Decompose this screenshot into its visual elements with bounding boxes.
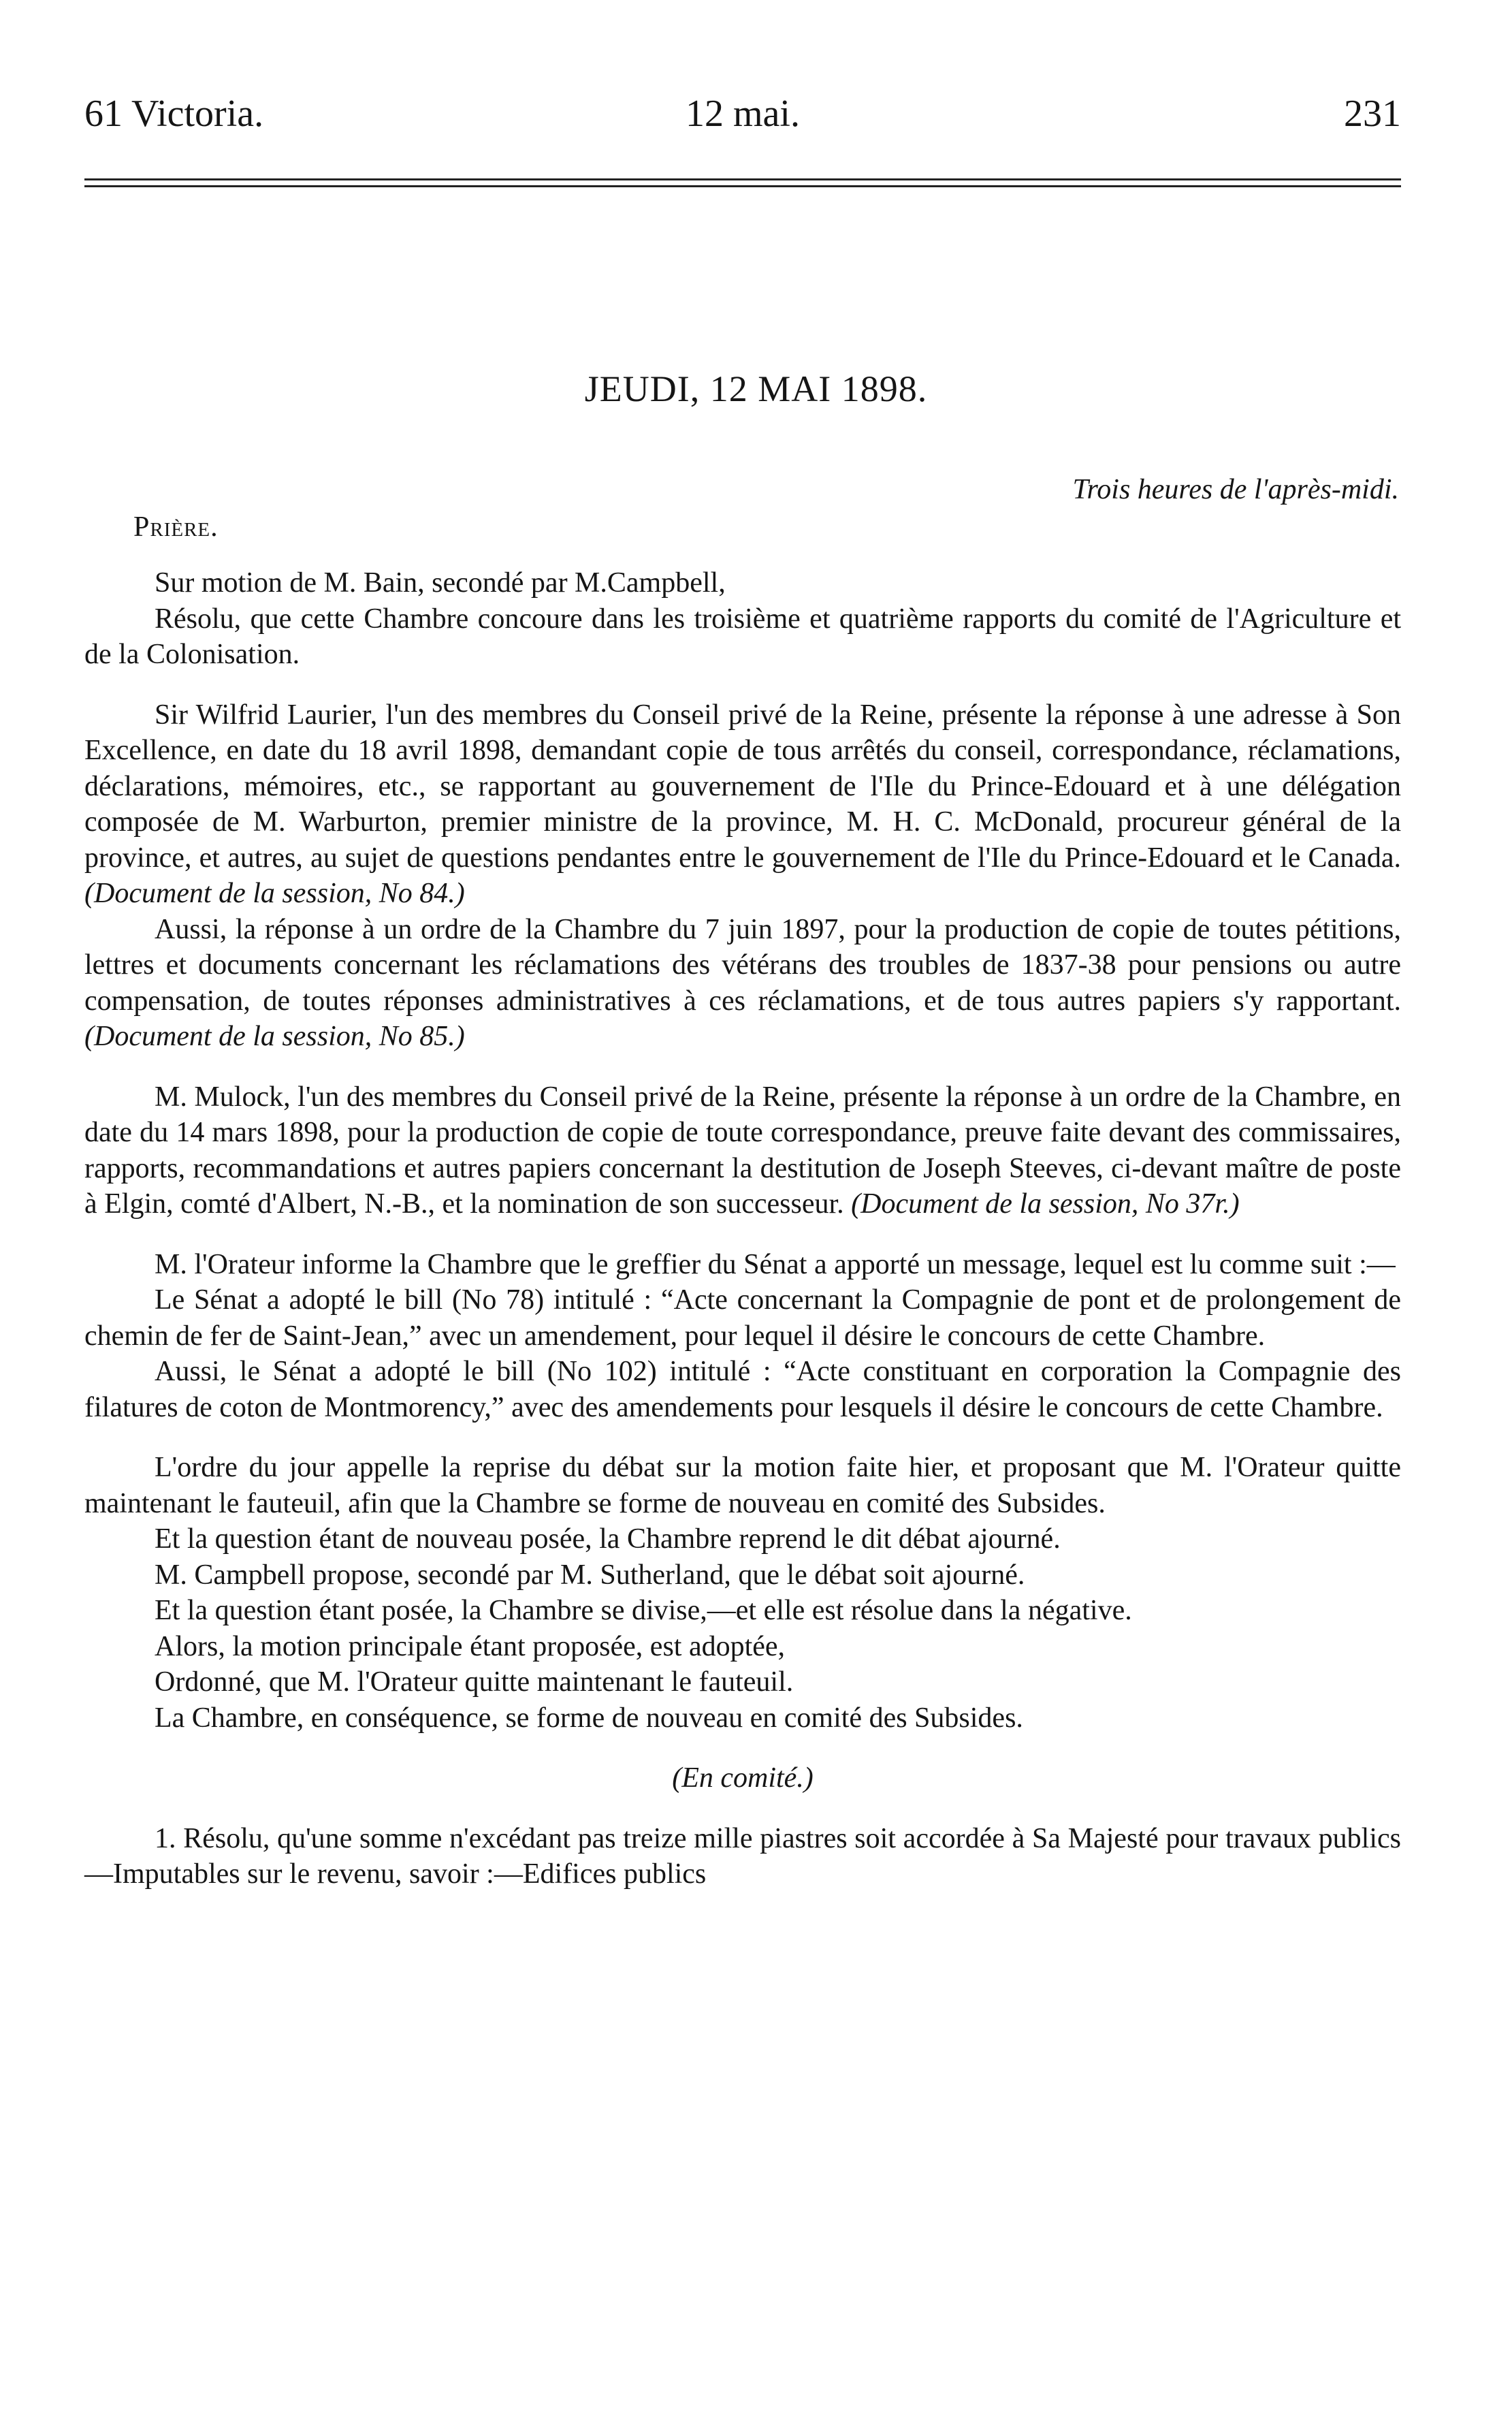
return-text: Aussi, la réponse à un ordre de la Chambre du 7 juin 1897, pour la production de copie de toutes pétitions, lettres et documents concernant les réclamations des vétérans des troubles de 1837-38 pour pensions ou autre compensation, de toutes réponses administratives à ces réclamations, et de tous autres papiers s'y rapportant.: [84, 913, 1401, 1017]
proceeding-paragraph: La Chambre, en conséquence, se forme de nouveau en comité des Subsides.: [155, 1702, 1023, 1734]
document-reference: (Document de la session, No 84.): [84, 878, 465, 909]
return-text: M. Mulock, l'un des membres du Conseil privé de la Reine, présente la réponse à un ordre de la Chambre, en date du 14 mars 1898, pour la production de copie de toute correspondance, preuve faite devant des commissaires, rapports, recommandations et autres papiers concernant la destitution de Joseph Steeves, ci-devant maître de poste à Elgin, comté d'Albert, N.-B., et la nomination de son successeur.: [84, 1081, 1401, 1220]
header-rule-bottom: [84, 185, 1401, 187]
return-paragraph: [84, 697, 1401, 912]
order-of-day-paragraph: L'ordre du jour appelle la reprise du débat sur la motion faite hier, et proposant que M. l'Orateur quitte maintenant le fauteuil, afin que la Chambre se forme de nouveau en comité des Subsides.: [84, 1452, 1401, 1519]
sitting-title: JEUDI, 12 MAI 1898.: [584, 368, 928, 409]
resolution-paragraph: Résolu, que cette Chambre concoure dans les troisième et quatrième rapports du comité de l'Agriculture et de la Colonisation.: [84, 603, 1401, 670]
document-reference: (Document de la session, No 85.): [84, 1021, 465, 1052]
header-date: 12 mai.: [686, 93, 800, 135]
motion-paragraph: Sur motion de M. Bain, secondé par M.Campbell,: [155, 567, 726, 599]
proceeding-paragraph: M. Campbell propose, secondé par M. Sutherland, que le débat soit ajourné.: [155, 1559, 1025, 1591]
return-paragraph: [84, 1079, 1401, 1222]
proceeding-paragraph: Et la question étant posée, la Chambre se divise,—et elle est résolue dans la négative.: [155, 1595, 1132, 1626]
sitting-time: Trois heures de l'après-midi.: [1072, 474, 1399, 505]
return-paragraph: [84, 912, 1401, 1055]
return-text: Sir Wilfrid Laurier, l'un des membres du Conseil privé de la Reine, présente la réponse à une adresse à Son Excellence, en date du 18 avril 1898, demandant copie de tous arrêtés du conseil, correspondance, réclamations, déclarations, mémoires, etc., se rapportant au gouvernement de l'Ile du Prince-Edouard et à une délégation composée de M. Warburton, premier ministre de la province, M. H. C. McDonald, procureur général de la province, et autres, au sujet de questions pendantes entre le gouvernement de l'Ile du Prince-Edouard et le Canada.: [84, 699, 1401, 874]
priere-heading: Prière.: [133, 511, 219, 543]
header-rule-top: [84, 178, 1401, 180]
senate-message-paragraph: M. l'Orateur informe la Chambre que le greffier du Sénat a apporté un message, lequel est lu comme suit :—: [155, 1248, 1396, 1280]
en-comite-heading: (En comité.): [672, 1762, 814, 1794]
proceeding-paragraph: Alors, la motion principale étant proposée, est adoptée,: [155, 1630, 786, 1662]
document-reference: (Document de la session, No 37r.): [851, 1188, 1240, 1220]
supply-resolution-paragraph: 1. Résolu, qu'une somme n'excédant pas treize mille piastres soit accordée à Sa Majesté pour travaux publics—Imputables sur le revenu, savoir :—Edifices publics: [84, 1822, 1401, 1890]
running-header: [84, 92, 1401, 146]
header-regnal-year: 61 Victoria.: [84, 93, 264, 135]
proceedings-body: [84, 565, 1401, 1892]
senate-bill-paragraph: Aussi, le Sénat a adopté le bill (No 102) intitulé : “Acte constituant en corporation la Compagnie des filatures de coton de Montmorency,” avec des amendements pour lesquels il désire le concours de cette Chambre.: [84, 1356, 1401, 1423]
proceeding-paragraph: Ordonné, que M. l'Orateur quitte maintenant le fauteuil.: [155, 1666, 794, 1698]
proceeding-paragraph: Et la question étant de nouveau posée, la Chambre reprend le dit débat ajourné.: [155, 1523, 1061, 1555]
page-number: 231: [1344, 93, 1401, 135]
senate-bill-paragraph: Le Sénat a adopté le bill (No 78) intitulé : “Acte concernant la Compagnie de pont et de prolongement de chemin de fer de Saint-Jean,” avec un amendement, pour lequel il désire le concours de cette Chambre.: [84, 1284, 1401, 1352]
